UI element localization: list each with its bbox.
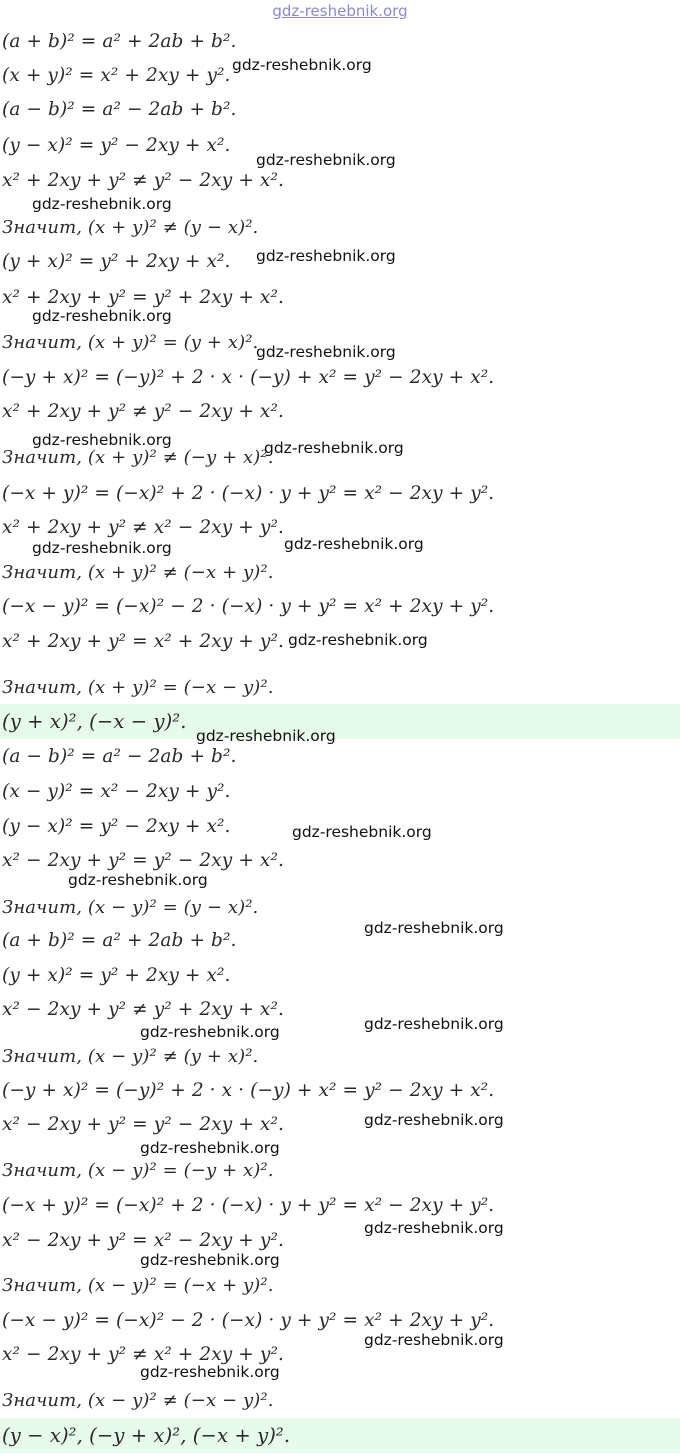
conclusion-line: Значит, (x − y)² = (y − x)². <box>2 897 259 918</box>
watermark: gdz-reshebnik.org <box>32 307 172 325</box>
watermark: gdz-reshebnik.org <box>140 1363 280 1381</box>
watermark: gdz-reshebnik.org <box>32 431 172 449</box>
watermark: gdz-reshebnik.org <box>288 631 428 649</box>
watermark: gdz-reshebnik.org <box>364 1111 504 1129</box>
formula-line: x² − 2xy + y² ≠ x² + 2xy + y². <box>2 1344 284 1365</box>
formula-line: x² − 2xy + y² ≠ y² + 2xy + x². <box>2 999 284 1020</box>
formula-line: (−y + x)² = (−y)² + 2 · x · (−y) + x² = y² − 2xy + x². <box>2 367 495 388</box>
conclusion-line: Значит, (x − y)² ≠ (−x − y)². <box>2 1390 274 1411</box>
formula-line: x² − 2xy + y² = y² − 2xy + x². <box>2 1114 284 1135</box>
conclusion-line: Значит, (x + y)² = (−x − y)². <box>2 677 274 698</box>
formula-line: x² + 2xy + y² ≠ y² − 2xy + x². <box>2 401 284 422</box>
watermark: gdz-reshebnik.org <box>32 195 172 213</box>
watermark: gdz-reshebnik.org <box>364 1331 504 1349</box>
formula-line: (−x + y)² = (−x)² + 2 · (−x) · y + y² = x² − 2xy + y². <box>2 483 495 504</box>
watermark: gdz-reshebnik.org <box>140 1251 280 1269</box>
conclusion-line: Значит, (x + y)² ≠ (−x + y)². <box>2 562 274 583</box>
watermark: gdz-reshebnik.org <box>32 539 172 557</box>
watermark: gdz-reshebnik.org <box>196 727 336 745</box>
watermark: gdz-reshebnik.org <box>256 151 396 169</box>
formula-line: (−x − y)² = (−x)² − 2 · (−x) · y + y² = x² + 2xy + y². <box>2 1310 495 1331</box>
formula-line: (−y + x)² = (−y)² + 2 · x · (−y) + x² = y² − 2xy + x². <box>2 1080 495 1101</box>
conclusion-line: Значит, (x − y)² = (−x + y)². <box>2 1275 274 1296</box>
watermark: gdz-reshebnik.org <box>264 439 404 457</box>
watermark: gdz-reshebnik.org <box>256 343 396 361</box>
watermark: gdz-reshebnik.org <box>140 1023 280 1041</box>
formula-line: x² + 2xy + y² ≠ y² − 2xy + x². <box>2 170 284 191</box>
formula-line: (y + x)² = y² + 2xy + x². <box>2 251 231 272</box>
formula-line: (a + b)² = a² + 2ab + b². <box>2 31 237 52</box>
answer-highlight: (y − x)², (−y + x)², (−x + y)². <box>0 1418 680 1453</box>
formula-line: (y + x)² = y² + 2xy + x². <box>2 965 231 986</box>
watermark: gdz-reshebnik.org <box>256 247 396 265</box>
formula-line: (−x − y)² = (−x)² − 2 · (−x) · y + y² = x² + 2xy + y². <box>2 596 495 617</box>
answer-highlight: (y + x)², (−x − y)². <box>0 704 680 739</box>
watermark: gdz-reshebnik.org <box>364 1015 504 1033</box>
conclusion-line: Значит, (x − y)² ≠ (y + x)². <box>2 1046 259 1067</box>
formula-line: x² − 2xy + y² = x² − 2xy + y². <box>2 1230 284 1251</box>
formula-line: x² − 2xy + y² = y² − 2xy + x². <box>2 850 284 871</box>
formula-line: x² + 2xy + y² ≠ x² − 2xy + y². <box>2 517 284 538</box>
watermark: gdz-reshebnik.org <box>68 871 208 889</box>
formula-line: (y − x)² = y² − 2xy + x². <box>2 816 231 837</box>
formula-line: (x − y)² = x² − 2xy + y². <box>2 781 231 802</box>
watermark: gdz-reshebnik.org <box>284 535 424 553</box>
formula-line: x² + 2xy + y² = y² + 2xy + x². <box>2 287 284 308</box>
watermark: gdz-reshebnik.org <box>364 919 504 937</box>
formula-line: (a − b)² = a² − 2ab + b². <box>2 746 237 767</box>
watermark: gdz-reshebnik.org <box>232 56 372 74</box>
watermark: gdz-reshebnik.org <box>140 1139 280 1157</box>
watermark: gdz-reshebnik.org <box>292 823 432 841</box>
formula-line: (x + y)² = x² + 2xy + y². <box>2 65 231 86</box>
conclusion-line: Значит, (x + y)² ≠ (y − x)². <box>2 217 259 238</box>
formula-line: (−x + y)² = (−x)² + 2 · (−x) · y + y² = x² − 2xy + y². <box>2 1195 495 1216</box>
watermark: gdz-reshebnik.org <box>364 1219 504 1237</box>
formula-line: (a + b)² = a² + 2ab + b². <box>2 930 237 951</box>
conclusion-line: Значит, (x + y)² ≠ (−y + x)². <box>2 447 274 468</box>
formula-line: x² + 2xy + y² = x² + 2xy + y². <box>2 631 284 652</box>
formula-line: (a − b)² = a² − 2ab + b². <box>2 99 237 120</box>
site-header-link[interactable]: gdz-reshebnik.org <box>272 2 408 20</box>
formula-line: (y − x)² = y² − 2xy + x². <box>2 135 231 156</box>
conclusion-line: Значит, (x + y)² = (y + x)². <box>2 332 259 353</box>
conclusion-line: Значит, (x − y)² = (−y + x)². <box>2 1160 274 1181</box>
